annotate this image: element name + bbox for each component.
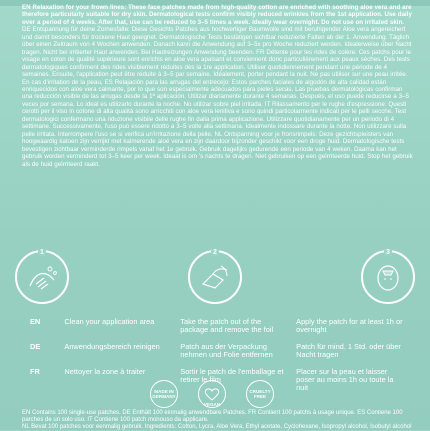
steps-row bbox=[15, 250, 415, 306]
step-1 bbox=[15, 250, 69, 304]
vegan-badge bbox=[198, 380, 226, 408]
description-heading: Relaxation for your frown lines: bbox=[32, 4, 127, 11]
instruction-cell: Patch aus der Verpackung nehmen und Folie entfernen bbox=[180, 341, 273, 360]
badges-row bbox=[150, 380, 300, 410]
instruction-cell: Apply the patch for at least 1h or overnight bbox=[296, 317, 403, 335]
hand-cleaning-icon bbox=[24, 262, 60, 292]
peel-patch-icon bbox=[197, 262, 233, 292]
description-body-other: DE Entspannung für deine Zornesfalte: Diese Gesichts Patches aus hochwertiger Baumwolle sind mit beruhigender Aloe vera angereichert und damit besonders für trockene Haut geeignet. Dermatologische Tests bestätigen sichtbar reduzierte Falten ab der 1. Anwendung. Täglich über einen Zeitraum von 4 Wochen anwenden. Danach kann die Anwendung auf 3–5x pro Woche reduziert werden. Idealerweise über Nacht tragen. Nicht bei irritierter Haut anwenden. Bei Hautreizungen Anwendung beenden. FR Détente pour les rides de colère: Ces patchs pour le visage en coton de qualité supérieure sont enrichis en aloe vera apaisant et conviennent donc particulièrement aux peaux sèches. Des tests dermatologiques confirment des rides visiblement réduites dès la 1re application. Utiliser quotidiennement pendant une période de 4 semaines. Ensuite, l'application peut être réduite à 3–5 par semaine. Idéalement, porter pendant la nuit. Ne pas utiliser sur une peau irritée. En cas d'irritation de la peau, ES Relajación para las arrugas del entrecejo: Estos parches faciales de algodón de alta calidad están enriquecidos con aloe vera calmante, por lo que son especialmente adecuados para pieles secas. Las pruebas dermatológicas confirman una reducción visible de las arrugas desde la 1ª aplicación. Utilizar diariamente durante 4 semanas. Después, el uso puede reducirse a 3–5 veces por semana. Lo ideal es utilizarlo durante la noche. No utilizar sobre piel irritada. IT Rilassamento per le rughe d'espressione: Questi cerotti per il viso in cotone di alta qualità sono arricchiti con aloe vera lenitiva e sono quindi particolarmente indicati per le pelli secche. Test dermatologici confermano una riduzione visibile delle rughe fin dalla prima applicazione. Utilizzare quotidianamente per un periodo di 4 settimane. Successivamente, l'uso può essere ridotto a 3–5 volte alla settimana. Idealmente indossare durante la notte. Non utilizzare sulla pelle irritata. Interrompere l'uso se si verifica un'irritazione della pelle. NL Ontspanning voor je fronsrimpels: Deze gezichtspleisters van hoogwaardig katoen zijn verrijkt met kalmerende aloë vera en zijn daardoor bijzonder geschikt voor een droge huid. Dermatologische tests bevestigen zichtbaar verminderde rimpels vanaf het 1e gebruik. Gebruik dagelijks gedurende een periode van 4 weken. Daarna kan het gebruik worden verminderd tot 3–5 keer per week. Ideaal is om 's nachts te dragen. Niet gebruiken op een geïrriteerde huid. Stop het gebruik als de huid geïrriteerd raakt. bbox=[22, 26, 413, 168]
instruction-row-de bbox=[30, 343, 412, 360]
contents-text bbox=[22, 410, 414, 431]
face-patch-icon bbox=[370, 261, 406, 293]
lang-label-en: EN bbox=[22, 4, 31, 11]
step-2 bbox=[188, 250, 242, 304]
instruction-row-en bbox=[30, 318, 412, 335]
step-3 bbox=[361, 250, 415, 304]
step-number: 2 bbox=[213, 249, 217, 256]
contents-line-2: NL Bevat 100 patches voor eenmalig gebruik. Ingredients: Cotton, Lycra, Aloe Vera, Ethyl acetate, Cyclohexane, Isopropyl alcohol, Isobutyl alcohol bbox=[22, 424, 412, 430]
instruction-cell: Anwendungsbereich reinigen bbox=[64, 341, 160, 351]
step-number: 1 bbox=[40, 249, 44, 256]
made-in-germany-badge: MADE IN GERMANY bbox=[150, 380, 178, 408]
lang-code: DE bbox=[30, 341, 41, 351]
instruction-cell: Take the patch out of the package and remove the foil bbox=[180, 317, 274, 335]
lang-code: FR bbox=[30, 366, 40, 376]
contents-line-1: EN Contains 100 single-use patches. DE Enthält 100 einmalig anwendbare Patches. FR Contient 100 patchs à usage unique. ES Contiene 100 parches de un solo uso. IT Contiene 100 patch monouso da applicare. bbox=[22, 410, 403, 423]
step-number: 3 bbox=[386, 249, 390, 256]
instruction-cell: Sortir le patch de l'emballage et retirer le film bbox=[180, 366, 284, 385]
cruelty-free-badge: CRUELTY FREE bbox=[246, 380, 274, 408]
lang-code: EN bbox=[30, 317, 41, 326]
description-text bbox=[22, 4, 414, 168]
instruction-cell: Placer sur la peau et laisser poser au moins 1h ou toute la nuit bbox=[296, 366, 394, 393]
heart-leaf-icon bbox=[203, 387, 221, 401]
vegan-label: VEGAN bbox=[203, 401, 220, 407]
instruction-cell: Clean your application area bbox=[64, 317, 155, 326]
instruction-cell: Nettoyer la zone à traiter bbox=[64, 366, 146, 376]
instruction-cell: Patch für mind. 1 Std. oder über Nacht tragen bbox=[296, 341, 401, 360]
description-body-en: These face patches made from high-quality cotton are enriched with soothing aloe vera and are therefore particularly suitable for dry skin. Dermatological tests confirm visibly reduced wrinkles from the 1st application. Use daily over a period of 4 weeks. After that, use can be reduced to 3–5 times a week. Ideally wear overnight. Do not use on irritated skin. bbox=[22, 4, 412, 26]
